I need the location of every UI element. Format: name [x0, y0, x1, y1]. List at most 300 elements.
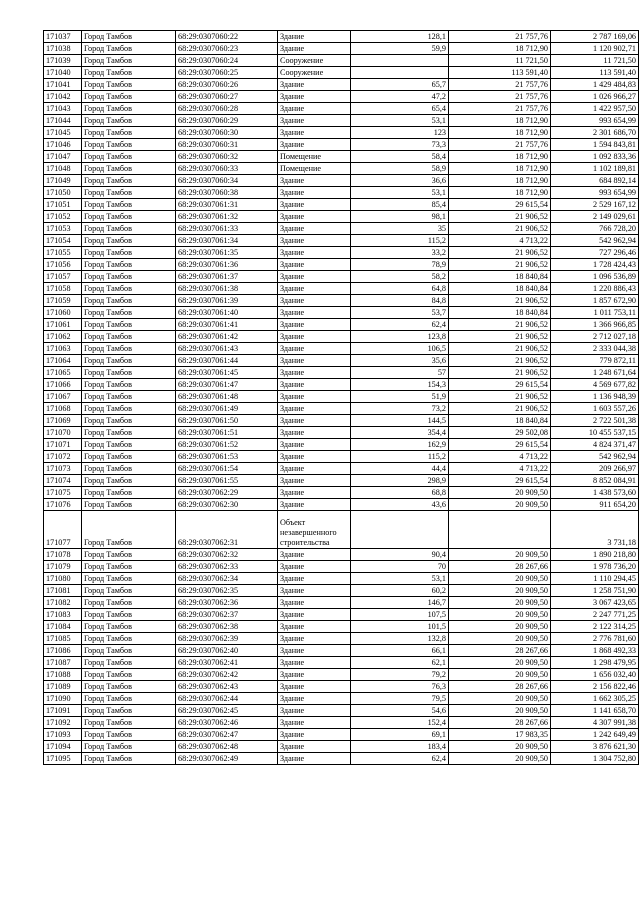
object-type-cell: Здание [278, 211, 351, 223]
city-cell: Город Тамбов [82, 343, 176, 355]
row-number-cell: 171087 [44, 657, 82, 669]
cadastral-value-cell: 1 890 218,80 [551, 549, 639, 561]
table-row [44, 403, 639, 415]
object-type-cell: Здание [278, 235, 351, 247]
table-row [44, 645, 639, 657]
row-number-cell: 171076 [44, 499, 82, 511]
object-type-cell: Здание [278, 451, 351, 463]
table-row [44, 127, 639, 139]
object-type-cell: Здание [278, 403, 351, 415]
table-row [44, 621, 639, 633]
row-number-cell: 171052 [44, 211, 82, 223]
unit-value-cell: 20 909,50 [449, 669, 551, 681]
cadastral-value-cell: 993 654,99 [551, 115, 639, 127]
object-type-cell: Здание [278, 247, 351, 259]
table-row [44, 451, 639, 463]
area-cell: 59,9 [351, 43, 449, 55]
area-cell: 90,4 [351, 549, 449, 561]
row-number-cell: 171092 [44, 717, 82, 729]
object-type-cell: Здание [278, 657, 351, 669]
area-cell: 36,6 [351, 175, 449, 187]
city-cell: Город Тамбов [82, 31, 176, 43]
object-type-cell: Сооружение [278, 55, 351, 67]
area-cell: 65,4 [351, 103, 449, 115]
unit-value-cell: 29 615,54 [449, 475, 551, 487]
cadastral-value-cell: 2 156 822,46 [551, 681, 639, 693]
unit-value-cell: 20 909,50 [449, 693, 551, 705]
unit-value-cell: 18 712,90 [449, 127, 551, 139]
unit-value-cell: 21 757,76 [449, 91, 551, 103]
cadastral-value-cell: 1 120 902,71 [551, 43, 639, 55]
area-cell: 62,4 [351, 753, 449, 765]
object-type-cell: Помещение [278, 151, 351, 163]
cadastral-value-cell: 1 220 886,43 [551, 283, 639, 295]
object-type-cell: Здание [278, 427, 351, 439]
cadastral-number-cell: 68:29:0307061:32 [176, 211, 278, 223]
area-cell: 66,1 [351, 645, 449, 657]
city-cell: Город Тамбов [82, 585, 176, 597]
unit-value-cell: 21 906,52 [449, 367, 551, 379]
unit-value-cell: 18 712,90 [449, 115, 551, 127]
area-cell: 44,4 [351, 463, 449, 475]
cadastral-number-cell: 68:29:0307061:51 [176, 427, 278, 439]
cadastral-number-cell: 68:29:0307061:47 [176, 379, 278, 391]
city-cell: Город Тамбов [82, 355, 176, 367]
cadastral-number-cell: 68:29:0307061:35 [176, 247, 278, 259]
area-cell [351, 55, 449, 67]
city-cell: Город Тамбов [82, 475, 176, 487]
cadastral-value-cell: 1 248 671,64 [551, 367, 639, 379]
unit-value-cell: 21 757,76 [449, 139, 551, 151]
cadastral-number-cell: 68:29:0307061:34 [176, 235, 278, 247]
city-cell: Город Тамбов [82, 439, 176, 451]
object-type-cell: Здание [278, 187, 351, 199]
table-row [44, 585, 639, 597]
cadastral-number-cell: 68:29:0307060:32 [176, 151, 278, 163]
object-type-cell: Здание [278, 585, 351, 597]
cadastral-number-cell: 68:29:0307062:35 [176, 585, 278, 597]
cadastral-value-cell: 10 455 537,15 [551, 427, 639, 439]
row-number-cell: 171095 [44, 753, 82, 765]
city-cell: Город Тамбов [82, 657, 176, 669]
table-row [44, 79, 639, 91]
area-cell: 101,5 [351, 621, 449, 633]
unit-value-cell: 21 906,52 [449, 319, 551, 331]
table-row [44, 151, 639, 163]
cadastral-value-cell: 542 962,94 [551, 235, 639, 247]
area-cell [351, 511, 449, 549]
unit-value-cell: 4 713,22 [449, 463, 551, 475]
unit-value-cell: 28 267,66 [449, 645, 551, 657]
city-cell: Город Тамбов [82, 223, 176, 235]
unit-value-cell: 21 906,52 [449, 223, 551, 235]
city-cell: Город Тамбов [82, 103, 176, 115]
city-cell: Город Тамбов [82, 319, 176, 331]
cadastral-value-cell: 2 776 781,60 [551, 633, 639, 645]
unit-value-cell: 21 906,52 [449, 259, 551, 271]
row-number-cell: 171040 [44, 67, 82, 79]
row-number-cell: 171063 [44, 343, 82, 355]
unit-value-cell: 21 906,52 [449, 211, 551, 223]
area-cell: 53,7 [351, 307, 449, 319]
table-row [44, 609, 639, 621]
row-number-cell: 171062 [44, 331, 82, 343]
cadastral-number-cell: 68:29:0307060:28 [176, 103, 278, 115]
object-type-cell: Здание [278, 79, 351, 91]
object-type-cell: Здание [278, 295, 351, 307]
cadastral-number-cell: 68:29:0307062:37 [176, 609, 278, 621]
city-cell: Город Тамбов [82, 753, 176, 765]
unit-value-cell: 29 615,54 [449, 439, 551, 451]
cadastral-value-cell: 113 591,40 [551, 67, 639, 79]
unit-value-cell: 20 909,50 [449, 597, 551, 609]
row-number-cell: 171072 [44, 451, 82, 463]
unit-value-cell: 20 909,50 [449, 657, 551, 669]
area-cell: 58,4 [351, 151, 449, 163]
city-cell: Город Тамбов [82, 717, 176, 729]
city-cell: Город Тамбов [82, 127, 176, 139]
unit-value-cell: 18 840,84 [449, 415, 551, 427]
cadastral-number-cell: 68:29:0307061:45 [176, 367, 278, 379]
area-cell: 54,6 [351, 705, 449, 717]
table-row [44, 729, 639, 741]
table-row [44, 259, 639, 271]
area-cell [351, 67, 449, 79]
table-row [44, 43, 639, 55]
row-number-cell: 171093 [44, 729, 82, 741]
object-type-cell: Здание [278, 331, 351, 343]
cadastral-number-cell: 68:29:0307061:49 [176, 403, 278, 415]
table-row [44, 319, 639, 331]
area-cell: 152,4 [351, 717, 449, 729]
unit-value-cell: 21 906,52 [449, 355, 551, 367]
object-type-cell: Здание [278, 669, 351, 681]
cadastral-number-cell: 68:29:0307061:54 [176, 463, 278, 475]
city-cell: Город Тамбов [82, 633, 176, 645]
table-row [44, 91, 639, 103]
area-cell: 68,8 [351, 487, 449, 499]
cadastral-number-cell: 68:29:0307060:25 [176, 67, 278, 79]
unit-value-cell: 4 713,22 [449, 451, 551, 463]
city-cell: Город Тамбов [82, 741, 176, 753]
table-row [44, 271, 639, 283]
area-cell: 76,3 [351, 681, 449, 693]
row-number-cell: 171048 [44, 163, 82, 175]
table-row [44, 475, 639, 487]
table-row [44, 753, 639, 765]
unit-value-cell: 20 909,50 [449, 499, 551, 511]
row-number-cell: 171064 [44, 355, 82, 367]
row-number-cell: 171068 [44, 403, 82, 415]
unit-value-cell: 28 267,66 [449, 561, 551, 573]
cadastral-value-cell: 2 247 771,25 [551, 609, 639, 621]
unit-value-cell: 18 712,90 [449, 151, 551, 163]
area-cell: 53,1 [351, 115, 449, 127]
object-type-cell: Здание [278, 693, 351, 705]
row-number-cell: 171047 [44, 151, 82, 163]
table-row [44, 295, 639, 307]
row-number-cell: 171058 [44, 283, 82, 295]
area-cell: 73,2 [351, 403, 449, 415]
object-type-cell: Здание [278, 43, 351, 55]
table-row [44, 633, 639, 645]
unit-value-cell: 20 909,50 [449, 633, 551, 645]
row-number-cell: 171069 [44, 415, 82, 427]
table-row [44, 307, 639, 319]
city-cell: Город Тамбов [82, 79, 176, 91]
row-number-cell: 171050 [44, 187, 82, 199]
city-cell: Город Тамбов [82, 511, 176, 549]
object-type-cell: Здание [278, 475, 351, 487]
row-number-cell: 171042 [44, 91, 82, 103]
object-type-cell: Здание [278, 91, 351, 103]
unit-value-cell: 20 909,50 [449, 585, 551, 597]
cadastral-value-cell: 2 122 314,25 [551, 621, 639, 633]
city-cell: Город Тамбов [82, 609, 176, 621]
object-type-cell: Здание [278, 609, 351, 621]
cadastral-number-cell: 68:29:0307062:47 [176, 729, 278, 741]
cadastral-number-cell: 68:29:0307061:33 [176, 223, 278, 235]
object-type-cell: Здание [278, 31, 351, 43]
cadastral-number-cell: 68:29:0307060:22 [176, 31, 278, 43]
city-cell: Город Тамбов [82, 403, 176, 415]
table-row [44, 499, 639, 511]
city-cell: Город Тамбов [82, 211, 176, 223]
row-number-cell: 171091 [44, 705, 82, 717]
cadastral-value-cell: 1 656 032,40 [551, 669, 639, 681]
object-type-cell: Здание [278, 307, 351, 319]
row-number-cell: 171054 [44, 235, 82, 247]
row-number-cell: 171078 [44, 549, 82, 561]
city-cell: Город Тамбов [82, 115, 176, 127]
cadastral-value-cell: 766 728,20 [551, 223, 639, 235]
area-cell: 79,5 [351, 693, 449, 705]
object-type-cell: Здание [278, 645, 351, 657]
row-number-cell: 171046 [44, 139, 82, 151]
object-type-cell: Здание [278, 127, 351, 139]
cadastral-value-cell: 1 110 294,45 [551, 573, 639, 585]
city-cell: Город Тамбов [82, 247, 176, 259]
cadastral-number-cell: 68:29:0307062:40 [176, 645, 278, 657]
area-cell: 35,6 [351, 355, 449, 367]
object-type-cell: Здание [278, 705, 351, 717]
unit-value-cell: 21 906,52 [449, 391, 551, 403]
area-cell: 33,2 [351, 247, 449, 259]
row-number-cell: 171073 [44, 463, 82, 475]
unit-value-cell: 20 909,50 [449, 705, 551, 717]
unit-value-cell: 18 712,90 [449, 175, 551, 187]
object-type-cell: Здание [278, 271, 351, 283]
city-cell: Город Тамбов [82, 367, 176, 379]
table-row [44, 741, 639, 753]
cadastral-number-cell: 68:29:0307060:34 [176, 175, 278, 187]
row-number-cell: 171085 [44, 633, 82, 645]
cadastral-number-cell: 68:29:0307062:45 [176, 705, 278, 717]
table-row [44, 487, 639, 499]
cadastral-number-cell: 68:29:0307060:33 [176, 163, 278, 175]
table-row [44, 163, 639, 175]
city-cell: Город Тамбов [82, 669, 176, 681]
city-cell: Город Тамбов [82, 199, 176, 211]
table-row [44, 549, 639, 561]
cadastral-number-cell: 68:29:0307061:50 [176, 415, 278, 427]
table-row [44, 717, 639, 729]
table-row [44, 235, 639, 247]
unit-value-cell: 28 267,66 [449, 681, 551, 693]
document-page [43, 30, 638, 765]
object-type-cell: Здание [278, 175, 351, 187]
unit-value-cell: 29 615,54 [449, 199, 551, 211]
object-type-cell: Здание [278, 415, 351, 427]
table-row [44, 103, 639, 115]
object-type-cell: Помещение [278, 163, 351, 175]
cadastral-number-cell: 68:29:0307060:30 [176, 127, 278, 139]
table-row [44, 55, 639, 67]
unit-value-cell: 18 840,84 [449, 283, 551, 295]
cadastral-value-cell: 4 307 991,38 [551, 717, 639, 729]
row-number-cell: 171080 [44, 573, 82, 585]
city-cell: Город Тамбов [82, 597, 176, 609]
unit-value-cell: 28 267,66 [449, 717, 551, 729]
cadastral-value-cell: 1 102 189,81 [551, 163, 639, 175]
object-type-cell: Здание [278, 729, 351, 741]
area-cell: 123 [351, 127, 449, 139]
table-row [44, 463, 639, 475]
row-number-cell: 171066 [44, 379, 82, 391]
cadastral-value-cell: 8 852 084,91 [551, 475, 639, 487]
unit-value-cell: 20 909,50 [449, 741, 551, 753]
cadastral-value-cell: 2 529 167,12 [551, 199, 639, 211]
unit-value-cell: 20 909,50 [449, 621, 551, 633]
cadastral-number-cell: 68:29:0307061:38 [176, 283, 278, 295]
unit-value-cell: 21 757,76 [449, 103, 551, 115]
row-number-cell: 171055 [44, 247, 82, 259]
area-cell: 70 [351, 561, 449, 573]
cadastral-value-cell: 3 067 423,65 [551, 597, 639, 609]
cadastral-number-cell: 68:29:0307061:36 [176, 259, 278, 271]
object-type-cell: Здание [278, 741, 351, 753]
table-row [44, 511, 639, 549]
cadastral-value-cell: 1 594 843,81 [551, 139, 639, 151]
table-row [44, 115, 639, 127]
unit-value-cell: 21 906,52 [449, 331, 551, 343]
cadastral-number-cell: 68:29:0307062:42 [176, 669, 278, 681]
table-row [44, 427, 639, 439]
cadastral-value-cell: 1 422 957,50 [551, 103, 639, 115]
cadastral-value-cell: 2 712 027,18 [551, 331, 639, 343]
city-cell: Город Тамбов [82, 259, 176, 271]
table-row [44, 415, 639, 427]
unit-value-cell: 20 909,50 [449, 573, 551, 585]
row-number-cell: 171075 [44, 487, 82, 499]
object-type-cell: Здание [278, 223, 351, 235]
unit-value-cell: 21 757,76 [449, 79, 551, 91]
cadastral-value-cell: 1 092 833,36 [551, 151, 639, 163]
cadastral-value-cell: 2 301 686,70 [551, 127, 639, 139]
area-cell: 58,2 [351, 271, 449, 283]
unit-value-cell: 20 909,50 [449, 549, 551, 561]
table-row [44, 187, 639, 199]
cadastral-number-cell: 68:29:0307061:42 [176, 331, 278, 343]
unit-value-cell: 113 591,40 [449, 67, 551, 79]
cadastral-number-cell: 68:29:0307060:29 [176, 115, 278, 127]
object-type-cell: Здание [278, 633, 351, 645]
city-cell: Город Тамбов [82, 91, 176, 103]
table-row [44, 67, 639, 79]
city-cell: Город Тамбов [82, 187, 176, 199]
row-number-cell: 171079 [44, 561, 82, 573]
city-cell: Город Тамбов [82, 451, 176, 463]
area-cell: 85,4 [351, 199, 449, 211]
unit-value-cell: 20 909,50 [449, 753, 551, 765]
cadastral-number-cell: 68:29:0307060:31 [176, 139, 278, 151]
area-cell: 98,1 [351, 211, 449, 223]
cadastral-value-cell: 1 026 966,27 [551, 91, 639, 103]
cadastral-number-cell: 68:29:0307060:24 [176, 55, 278, 67]
table-row [44, 657, 639, 669]
area-cell: 146,7 [351, 597, 449, 609]
city-cell: Город Тамбов [82, 139, 176, 151]
city-cell: Город Тамбов [82, 463, 176, 475]
object-type-cell: Здание [278, 439, 351, 451]
city-cell: Город Тамбов [82, 693, 176, 705]
city-cell: Город Тамбов [82, 331, 176, 343]
area-cell: 58,9 [351, 163, 449, 175]
object-type-cell: Здание [278, 621, 351, 633]
cadastral-value-cell: 1 258 751,90 [551, 585, 639, 597]
cadastral-value-cell: 1 978 736,20 [551, 561, 639, 573]
cadastral-number-cell: 68:29:0307061:37 [176, 271, 278, 283]
row-number-cell: 171038 [44, 43, 82, 55]
area-cell: 107,5 [351, 609, 449, 621]
cadastral-value-cell: 993 654,99 [551, 187, 639, 199]
cadastral-number-cell: 68:29:0307061:55 [176, 475, 278, 487]
area-cell: 79,2 [351, 669, 449, 681]
area-cell: 123,8 [351, 331, 449, 343]
city-cell: Город Тамбов [82, 681, 176, 693]
row-number-cell: 171060 [44, 307, 82, 319]
cadastral-value-cell: 11 721,50 [551, 55, 639, 67]
cadastral-value-cell: 1 242 649,49 [551, 729, 639, 741]
cadastral-number-cell: 68:29:0307062:43 [176, 681, 278, 693]
object-type-cell: Здание [278, 139, 351, 151]
cadastral-value-cell: 3 731,18 [551, 511, 639, 549]
object-type-cell: Здание [278, 681, 351, 693]
city-cell: Город Тамбов [82, 487, 176, 499]
row-number-cell: 171089 [44, 681, 82, 693]
cadastral-value-cell: 1 662 305,25 [551, 693, 639, 705]
object-type-cell: Здание [278, 355, 351, 367]
cadastral-value-cell: 2 787 169,06 [551, 31, 639, 43]
cadastral-value-cell: 1 298 479,95 [551, 657, 639, 669]
cadastral-number-cell: 68:29:0307061:43 [176, 343, 278, 355]
table-row [44, 139, 639, 151]
cadastral-number-cell: 68:29:0307062:30 [176, 499, 278, 511]
unit-value-cell: 18 840,84 [449, 271, 551, 283]
city-cell: Город Тамбов [82, 163, 176, 175]
cadastral-number-cell: 68:29:0307062:33 [176, 561, 278, 573]
area-cell: 53,1 [351, 573, 449, 585]
table-row [44, 199, 639, 211]
city-cell: Город Тамбов [82, 621, 176, 633]
object-type-cell: Здание [278, 597, 351, 609]
cadastral-value-cell: 4 569 677,82 [551, 379, 639, 391]
area-cell: 354,4 [351, 427, 449, 439]
unit-value-cell: 21 757,76 [449, 31, 551, 43]
cadastral-number-cell: 68:29:0307062:48 [176, 741, 278, 753]
city-cell: Город Тамбов [82, 151, 176, 163]
row-number-cell: 171053 [44, 223, 82, 235]
